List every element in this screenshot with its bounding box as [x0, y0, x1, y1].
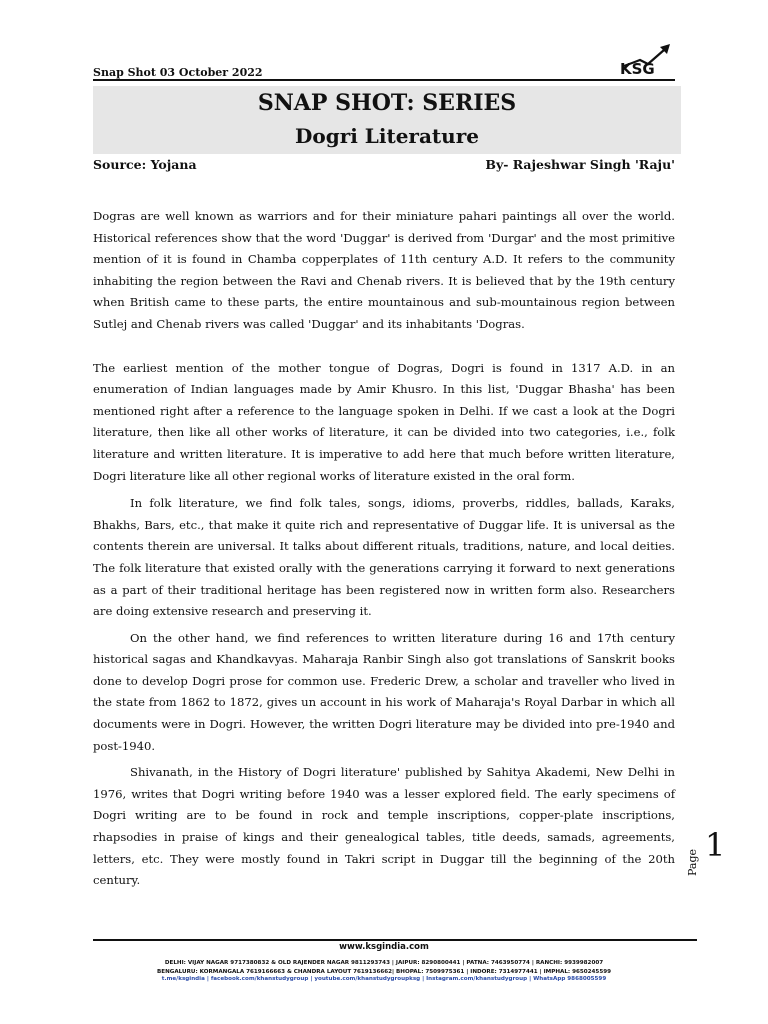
page-header: [93, 66, 675, 80]
title-box: [93, 86, 681, 154]
page-footer: [93, 942, 675, 984]
paragraph: Dogras are well known as warriors and for their miniature pahari paintings all over the world. Historical references show that the word 'Duggar' is derived from 'Durgar' and the most primitive mention of it is found in Chamba copperplates of 11th century A.D. It refers to the community inhabiting the region between the Ravi and Chenab rivers. It is believed that by the 19th century when British came to these parts, the entire mountainous and sub-mountainous region between Sutlej and Chenab rivers was called 'Duggar' and its inhabitants 'Dogras.: [93, 209, 675, 331]
paragraph: Shivanath, in the History of Dogri literature' published by Sahitya Akademi, New Delhi in 1976, writes that Dogri writing before 1940 was a lesser explored field. The early specimens of Dogri writing are to be found in rock and temple inscriptions, copper-plate inscriptions, rhapsodies in praise of kings and their genealogical tables, title deeds, samads, agreements, letters, etc. They were mostly found in Takri script in Duggar till the beginning of the 20th century.: [93, 765, 675, 888]
page-subtitle: Dogri Literature: [295, 124, 479, 148]
page-title: SNAP SHOT: SERIES: [257, 90, 517, 116]
source-row: [93, 157, 675, 173]
author-label: By- Rajeshwar Singh 'Raju': [485, 157, 675, 172]
paragraph: The earliest mention of the mother tongue of Dogras, Dogri is found in 1317 A.D. in an enumeration of Indian languages made by Amir Khusro. In this list, 'Duggar Bhasha' has been mentioned right after a reference to the language spoken in Delhi. If we cast a look at the Dogri literature, then like all other works of literature, it can be divided into two categories, i.e., folk literature and written literature. It is imperative to add here that much before written literature, Dogri literature like all other regional works of literature existed in the oral form.: [93, 360, 675, 483]
page-label: Page: [686, 848, 700, 877]
footer-social-links[interactable]: t.me/ksgindia | facebook.com/khanstudygroup | youtube.com/khanstudygroupksg | Instagram.com/khanstudygroup | WhatsApp 9868005599: [161, 976, 607, 982]
paragraph: In folk literature, we find folk tales, songs, idioms, proverbs, riddles, ballads, Karaks, Bhakhs, Bars, etc., that make it quite rich and representative of Duggar life. It is universal as the contents therein are universal. It talks about different rituals, traditions, nature, and local deities. The folk literature that existed orally with the generations carrying it forward to next generations as a part of their traditional heritage has been registered now in written form also. Researchers are doing extensive research and preserving it.: [93, 496, 675, 619]
footer-rule: [93, 939, 697, 941]
footer-branches-line1: DELHI: VIJAY NAGAR 9717380832 & OLD RAJENDER NAGAR 9811293743 | JAIPUR: 8290800441 | PATNA: 7463950774 | RANCHI: 9939982007: [164, 960, 604, 966]
header-rule: [93, 79, 675, 81]
footer-branches-line2: BENGALURU: KORMANGALA 7619166663 & CHANDRA LAYOUT 7619136662| BHOPAL: 7509975361 | INDORE: 7314977441 | IMPHAL: 9650245599: [157, 968, 611, 975]
article-body: [93, 206, 675, 892]
page-number: [686, 826, 726, 882]
ksg-logo: [618, 42, 680, 76]
page-digit: 1: [705, 826, 726, 864]
logo-text: KSG: [620, 60, 655, 76]
source-label: Source: Yojana: [93, 157, 197, 172]
paragraph: On the other hand, we find references to written literature during 16 and 17th century historical sagas and Khandkavyas. Maharaja Ranbir Singh also got translations of Sanskrit books done to develop Dogri prose for common use. Frederic Drew, a scholar and traveller who lived in the state from 1862 to 1872, gives un account in his work of Maharaja's Royal Darbar in which all documents were in Dogri. However, the written Dogri literature may be divided into pre-1940 and post-1940.: [93, 630, 675, 753]
header-date: Snap Shot 03 October 2022: [93, 66, 263, 79]
footer-website[interactable]: www.ksgindia.com: [339, 942, 429, 952]
